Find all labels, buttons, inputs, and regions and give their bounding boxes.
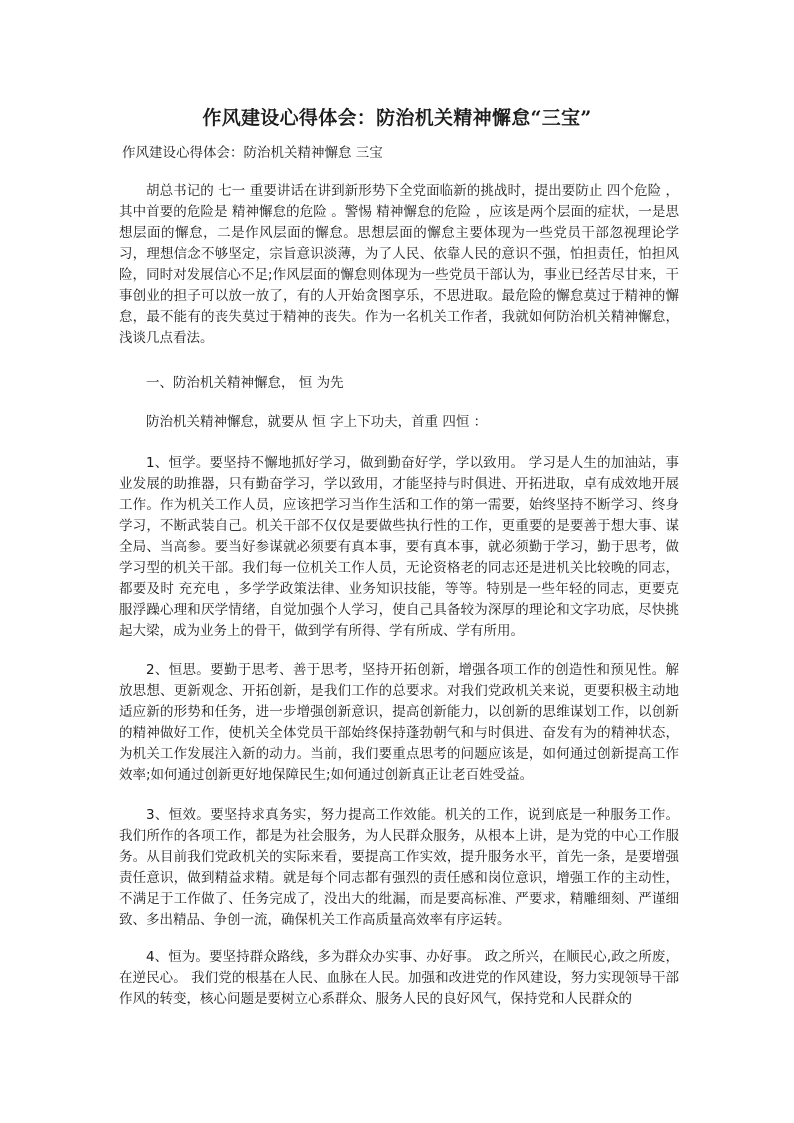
item-paragraph-2: 2、恒思。要勤于思考、善于思考，坚持开拓创新，增强各项工作的创造性和预见性。解放思想、更新观念、开拓创新，是我们工作的总要求。对我们党政机关来说，更要积极主动地适应新的形势和任务，进一步增强创新意识，提高创新能力，以创新的思维谋划工作，以创新的精神做好工作，使机关全体党员干部始终保持蓬勃朝气和与时俱进、奋发有为的精神状态，为机关工作发展注入新的动力。当前，我们要重点思考的问题应该是，如何通过创新提高工作效率;如何通过创新更好地保障民生;如何通过创新真正让老百姓受益。 <box>119 662 679 783</box>
document-subtitle: 作风建设心得体会：防治机关精神懈怠 三宝 <box>122 145 383 161</box>
item-paragraph-1: 1、恒学。要坚持不懈地抓好学习，做到勤奋好学，学以致用。 学习是人生的加油站，事业发展的助推器，只有勤奋学习，学以致用，才能坚持与时俱进、开拓进取，卓有成效地开展工作。作为机关工作人员，应该把学习当作生活和工作的第一需要，始终坚持不断学习、终身学习，不断武装自己。机关干部不仅仅是要做些执行性的工作，更重要的是要善于想大事、谋全局、当高参。要当好参谋就必须要有真本事，要有真本事，就必须勤于学习，勤于思考，做学习型的机关干部。我们每一位机关工作人员，无论资格老的同志还是进机关比较晚的同志，都要及时 充充电 ，多学学政策法律、业务知识技能，等等。特别是一些年轻的同志，更要克服浮躁心理和厌学情绪，自觉加强个人学习，使自己具备较为深厚的理论和文字功底，尽快挑起大梁，成为业务上的骨干，做到学有所得、学有所成、学有所用。 <box>119 455 679 639</box>
document-title: 作风建设心得体会：防治机关精神懈怠“三宝” <box>202 107 592 129</box>
item-paragraph-3: 3、恒效。要坚持求真务实，努力提高工作效能。机关的工作，说到底是一种服务工作。我们所作的各项工作，都是为社会服务，为人民群众服务，从根本上讲，是为党的中心工作服务。从目前我们党政机关的实际来看，要提高工作实效，提升服务水平，首先一条，是要增强责任意识，做到精益求精。就是每个同志都有强烈的责任感和岗位意识，增强工作的主动性，不满足于工作做了、任务完成了，没出大的纰漏，而是要高标准、严要求，精雕细刻、严谨细致、多出精品、争创一流，确保机关工作高质量高效率有序运转。 <box>119 807 679 928</box>
section-heading: 一、防治机关精神懈怠， 恒 为先 <box>146 375 344 391</box>
intro-paragraph: 胡总书记的 七一 重要讲话在讲到新形势下全党面临新的挑战时，提出要防止 四个危险 ，其中首要的危险是 精神懈怠的危险 。警惕 精神懈怠的危险 ，应该是两个层面的症状，一是思想层面的懈怠，二是作风层面的懈怠。思想层面的懈怠主要体现为一些党员干部忽视理论学习，理想信念不够坚定，宗旨意识淡薄，为了人民、依靠人民的意识不强，怕担责任，怕担风险，同时对发展信心不足;作风层面的懈怠则体现为一些党员干部认为，事业已经苦尽甘来，干事创业的担子可以放一放了，有的人开始贪图享乐，不思进取。最危险的懈怠莫过于精神的懈怠，最不能有的丧失莫过于精神的丧失。作为一名机关工作者，我就如何防治机关精神懈怠，浅谈几点看法。 <box>119 183 679 346</box>
section-lead: 防治机关精神懈怠，就要从 恒 字上下功夫，首重 四恒 ： <box>146 414 488 430</box>
item-paragraph-4: 4、恒为。要坚持群众路线，多为群众办实事、办好事。 政之所兴，在顺民心,政之所废，在逆民心。 我们党的根基在人民、血脉在人民。加强和改进党的作风建设，努力实现领导干部作风的转变，核心问题是要树立心系群众、服务人民的良好风气，保持党和人民群众的 <box>119 949 679 1007</box>
